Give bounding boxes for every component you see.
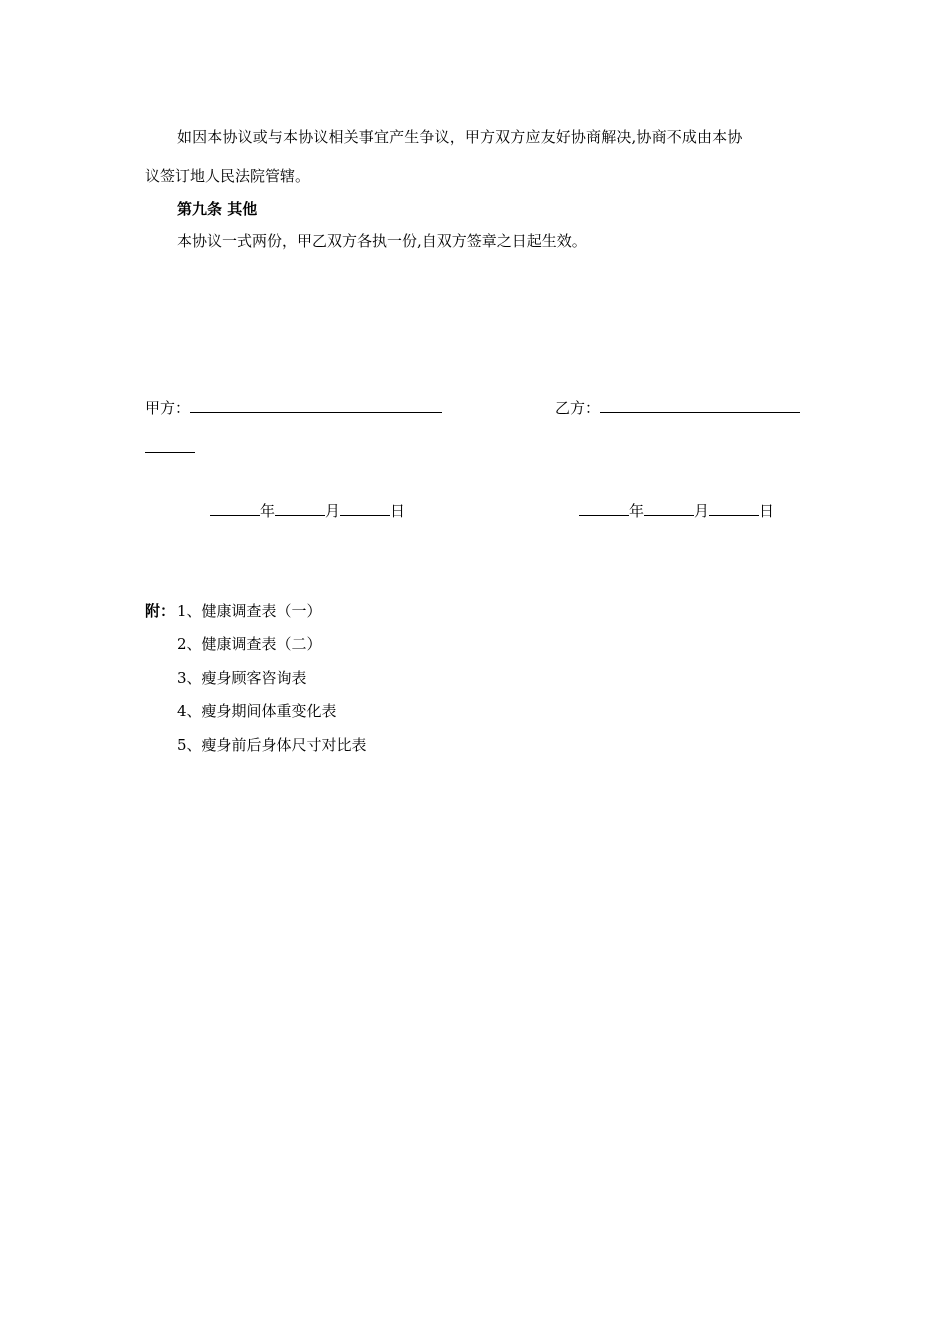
party-b-label: 乙方：	[555, 399, 601, 417]
month-label: 月	[694, 502, 710, 520]
article-9-text: 本协议一式两份，甲乙双方各执一份,自双方签章之日起生效。	[177, 232, 587, 250]
party-b-signature-line	[600, 398, 800, 413]
month-label: 月	[325, 502, 341, 520]
attachment-item: 2、健康调查表（二）	[177, 635, 322, 653]
party-a-label: 甲方：	[145, 399, 191, 417]
attachment-item: 5、瘦身前后身体尺寸对比表	[177, 736, 367, 754]
month-blank	[644, 501, 694, 516]
attachment-item: 1、健康调查表（一）	[177, 602, 322, 620]
attachments-label: 附：	[145, 602, 176, 620]
day-label: 日	[390, 502, 406, 520]
article-9-heading: 第九条 其他	[177, 200, 258, 218]
year-label: 年	[629, 502, 645, 520]
month-blank	[275, 501, 325, 516]
dispute-clause-line-2: 议签订地人民法院管辖。	[145, 167, 311, 185]
day-label: 日	[759, 502, 775, 520]
party-b-signature-line-continued	[145, 452, 195, 453]
day-blank	[340, 501, 390, 516]
attachment-item: 3、瘦身顾客咨询表	[177, 669, 307, 687]
day-blank	[709, 501, 759, 516]
year-blank	[579, 501, 629, 516]
attachment-item: 4、瘦身期间体重变化表	[177, 702, 337, 720]
party-a-signature	[145, 398, 442, 418]
party-b-date	[579, 501, 774, 521]
party-b-signature	[555, 398, 800, 418]
party-a-date	[210, 501, 405, 521]
year-label: 年	[260, 502, 276, 520]
year-blank	[210, 501, 260, 516]
dispute-clause-line-1: 如因本协议或与本协议相关事宜产生争议，甲方双方应友好协商解决,协商不成由本协	[177, 128, 743, 146]
party-a-signature-line	[190, 398, 442, 413]
